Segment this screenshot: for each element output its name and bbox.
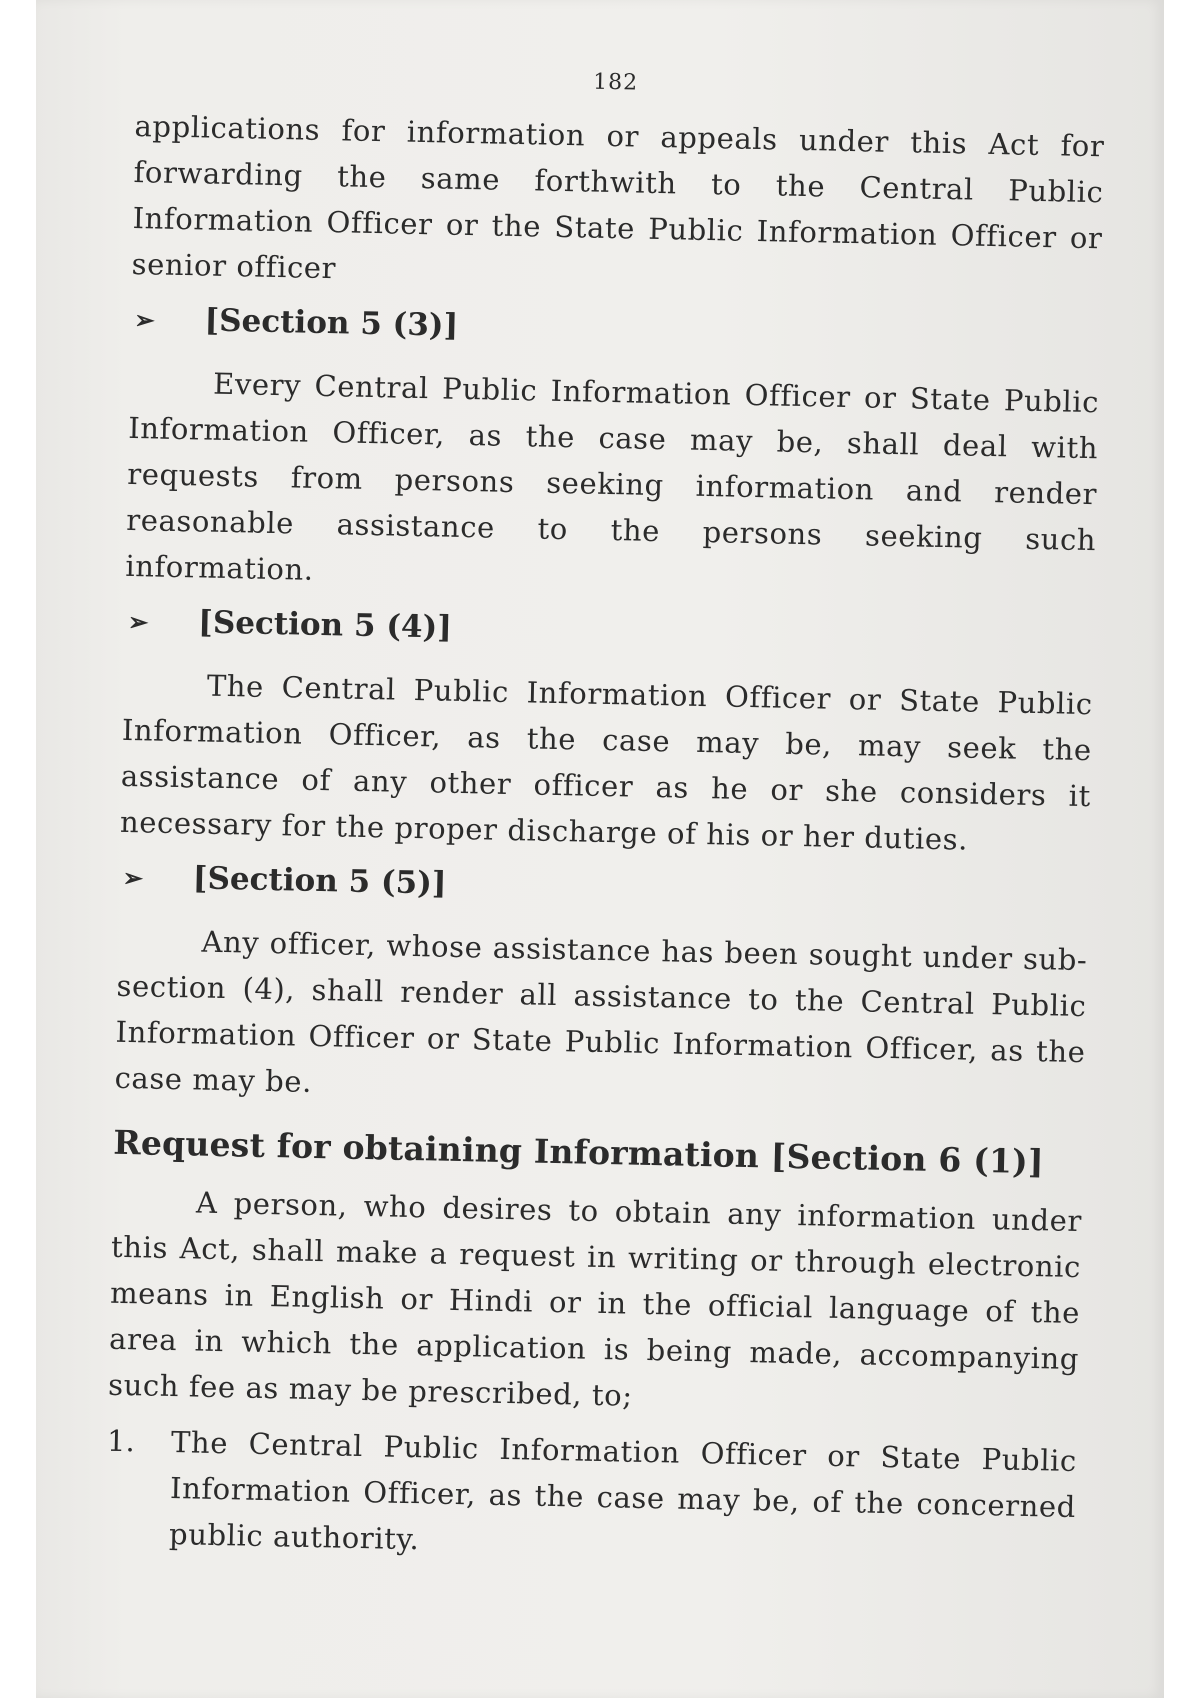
request-paragraph: A person, who desires to obtain any information under this Act, shall make a request in writing or through electronic means in English or Hindi or in the official language of the area in which the application is being made, accompanying such fee as may be prescribed, to; <box>107 1185 1083 1413</box>
arrow-bullet-icon: ➢ <box>134 304 155 334</box>
arrow-bullet-icon: ➢ <box>127 606 149 636</box>
section-5-4-paragraph: The Central Public Information Officer or State Public Information Officer, as the case may be, may seek the assistance of any other officer as he or she considers it necessary for the proper discharge of his or her duties. <box>119 668 1094 857</box>
intro-paragraph: applications for information or appeals under this Act for forwarding the same forthwith to the Central Public Information Officer or the State Public Information Officer or senior officer <box>131 108 1105 286</box>
book-page <box>36 0 1164 1698</box>
section-5-5-paragraph: Any officer, whose assistance has been sought under sub-section (4), shall render all assistance to the Central Public Information Officer or State Public Information Officer, as the case may be. <box>114 924 1088 1099</box>
section-heading-5-5 <box>119 859 1140 916</box>
request-heading: Request for obtaining Information [Section 6 (1)] <box>112 1122 1045 1182</box>
section-title: [Section 5 (5)] <box>192 860 447 902</box>
section-heading-5-4 <box>124 603 1145 660</box>
section-title: [Section 5 (4)] <box>197 604 453 646</box>
page-number: 182 <box>592 69 639 96</box>
section-5-3-paragraph: Every Central Public Information Officer or State Public Information Officer, as the case may be, shall deal with requests from persons seeking information and render reasonable assistance to the persons seeking such information. <box>125 366 1100 587</box>
section-heading-5-3 <box>130 301 1151 358</box>
list-item-text: The Central Public Information Officer or State Public Information Officer, as the case may be, of the concerned public authority. <box>168 1425 1078 1557</box>
arrow-bullet-icon: ➢ <box>122 862 144 892</box>
section-title: [Section 5 (3)] <box>204 302 459 344</box>
list-item <box>105 1418 1078 1576</box>
page-content <box>105 60 1156 1577</box>
list-item-number: 1. <box>106 1423 136 1459</box>
